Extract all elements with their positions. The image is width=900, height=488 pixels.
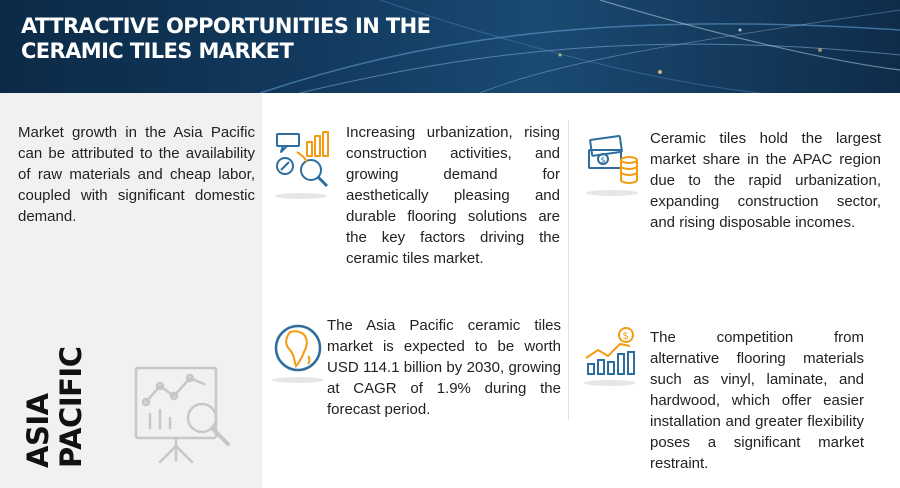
region-label (21, 346, 88, 468)
card-text-market-share: Ceramic tiles hold the largest market share in the APAC region due to the rapid urbanization, expanding construction sector, and rising disposable incomes. (650, 130, 881, 231)
sidebar-description: Market growth in the Asia Pacific can be attributed to the availability of raw materials and cheap labor, coupled with significant domestic demand. (18, 124, 255, 225)
globe-africa-icon (272, 322, 324, 374)
svg-text:$: $ (600, 155, 606, 165)
market-analysis-icon (273, 128, 335, 190)
svg-text:$: $ (622, 331, 629, 342)
icon-shadow (584, 380, 636, 386)
card-text-restraint: The competition from alternative flooring materials such as vinyl, laminate, and hardwood, which offer easier installation and greater flexibility poses a significant market restraint. (650, 329, 864, 472)
money-coins-icon (585, 134, 641, 186)
region-label-line2: PACIFIC (54, 346, 88, 468)
presentation-board-analytics-icon (130, 362, 240, 467)
card-text-market-size: The Asia Pacific ceramic tiles market is expected to be worth USD 114.1 billion by 2030, growing at CAGR of 1.9% during the forecast period. (327, 317, 561, 418)
icon-shadow (272, 377, 324, 383)
icon-shadow (275, 193, 327, 199)
card-text-drivers: Increasing urbanization, rising construction activities, and growing demand for aesthetically pleasing and durable flooring solutions are the key factors driving the ceramic tiles market. (346, 124, 560, 267)
page-title: ATTRACTIVE OPPORTUNITIES IN THE CERAMIC TILES MARKET (21, 14, 431, 63)
growth-chart-dollar-icon (582, 326, 640, 378)
region-label-line1: ASIA (21, 393, 55, 468)
icon-shadow (586, 190, 638, 196)
column-divider (568, 120, 569, 420)
header-banner (0, 0, 900, 93)
